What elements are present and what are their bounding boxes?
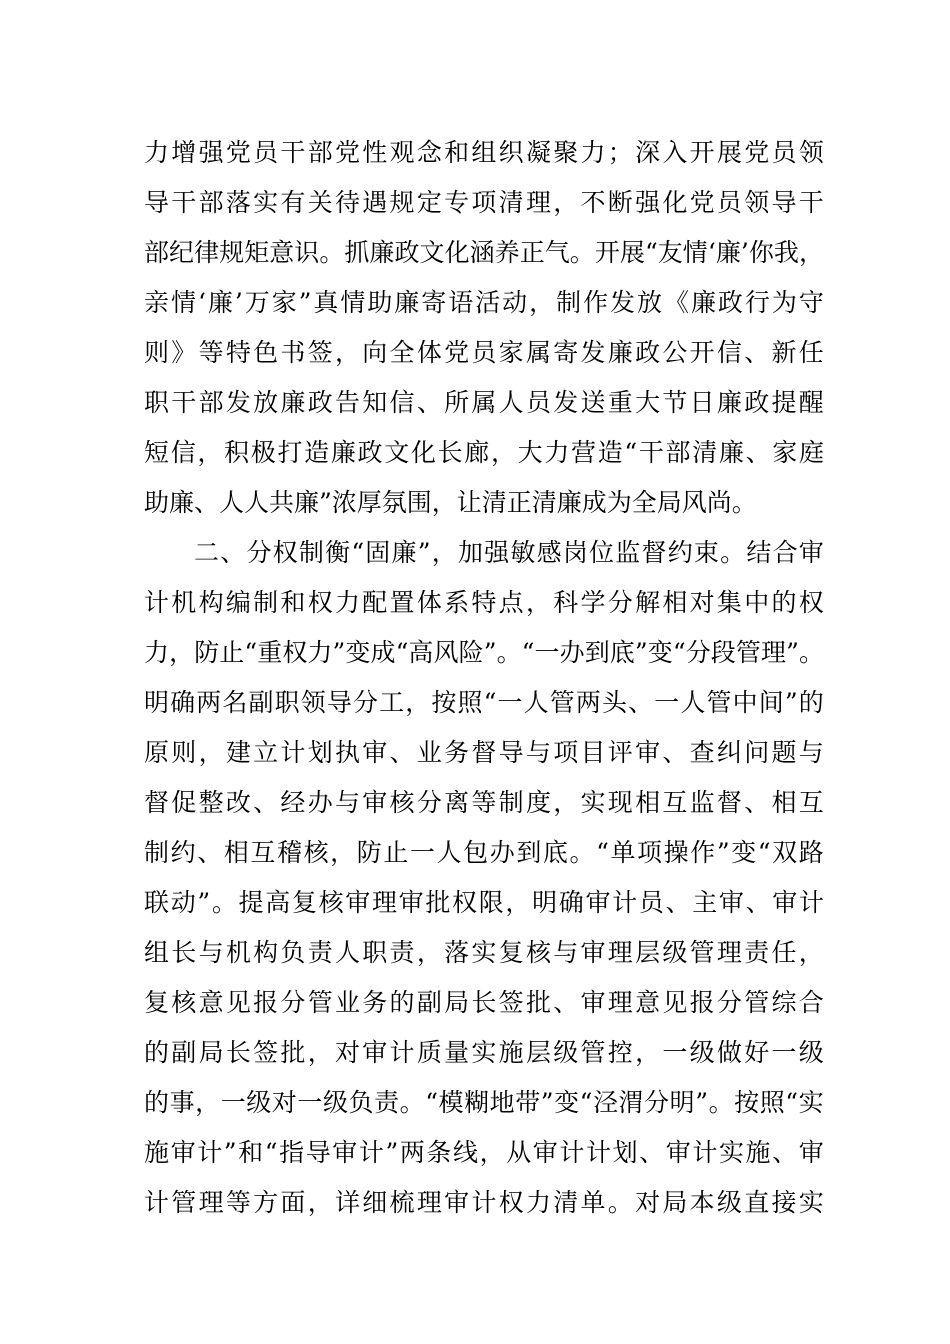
paragraph-last-line: 助廉、人人共廉”浓厚氛围，让清正清廉成为全局风尚。 — [144, 488, 757, 517]
text-line: 的 事 ， 一 级 对 一 级 负 责 。 “ 模 糊 地 带 ” 变 “ 泾 渭 分 明 ” 。 按 照 “ 实 — [144, 1088, 824, 1117]
text-line: 计 管 理 等 方 面 ， 详 细 梳 理 审 计 权 力 清 单 。 对 局 本 级 直 接 实 — [144, 1188, 824, 1217]
document-body — [144, 128, 824, 1228]
text-line: 的 副 局 长 签 批 ， 对 审 计 质 量 实 施 层 级 管 控 ， 一 级 做 好 一 级 — [144, 1038, 824, 1067]
text-line: 部 纪 律 规 矩 意 识 。 抓 廉 政 文 化 涵 养 正 气 。 开 展 “ 友 情 ‘ 廉 ’ 你 我 ， — [144, 238, 824, 267]
text-line: 组 长 与 机 构 负 责 人 职 责 ， 落 实 复 核 与 审 理 层 级 管 理 责 任 ， — [144, 938, 824, 967]
text-line: 力 增 强 党 员 干 部 党 性 观 念 和 组 织 凝 聚 力 ； 深 入 开 展 党 员 领 — [144, 138, 824, 167]
text-line: 原 则 ， 建 立 计 划 执 审 、 业 务 督 导 与 项 目 评 审 、 查 纠 问 题 与 — [144, 738, 824, 767]
text-line: 短 信 ， 积 极 打 造 廉 政 文 化 长 廊 ， 大 力 营 造 “ 干 部 清 廉 、 家 庭 — [144, 438, 824, 467]
text-line: 施 审 计 ” 和 “ 指 导 审 计 ” 两 条 线 ， 从 审 计 计 划 、 审 计 实 施 、 审 — [144, 1138, 824, 1167]
text-line: 力 ， 防 止 “ 重 权 力 ” 变 成 “ 高 风 险 ” 。 “ 一 办 到 底 ” 变 “ 分 段 管 理 ” 。 — [144, 638, 824, 667]
text-line: 复 核 意 见 报 分 管 业 务 的 副 局 长 签 批 、 审 理 意 见 报 分 管 综 合 — [144, 988, 824, 1017]
text-line: 导 干 部 落 实 有 关 待 遇 规 定 专 项 清 理 ， 不 断 强 化 党 员 领 导 干 — [144, 188, 824, 217]
text-line: 计 机 构 编 制 和 权 力 配 置 体 系 特 点 ， 科 学 分 解 相 对 集 中 的 权 — [144, 588, 824, 617]
text-line: 明 确 两 名 副 职 领 导 分 工 ， 按 照 “ 一 人 管 两 头 、 一 人 管 中 间 ” 的 — [144, 688, 824, 717]
section-heading-line: 二 、 分 权 制 衡 “ 固 廉 ” ， 加 强 敏 感 岗 位 监 督 约 束 。 结 合 审 — [194, 538, 824, 567]
text-line: 亲 情 ‘ 廉 ’ 万 家 ” 真 情 助 廉 寄 语 活 动 ， 制 作 发 放 《 廉 政 行 为 守 — [144, 288, 824, 317]
text-line: 督 促 整 改 、 经 办 与 审 核 分 离 等 制 度 ， 实 现 相 互 监 督 、 相 互 — [144, 788, 824, 817]
text-line: 则 》 等 特 色 书 签 ， 向 全 体 党 员 家 属 寄 发 廉 政 公 开 信 、 新 任 — [144, 338, 824, 367]
text-line: 职 干 部 发 放 廉 政 告 知 信 、 所 属 人 员 发 送 重 大 节 日 廉 政 提 醒 — [144, 388, 824, 417]
text-line: 联 动 ” 。 提 高 复 核 审 理 审 批 权 限 ， 明 确 审 计 员 、 主 审 、 审 计 — [144, 888, 824, 917]
text-line: 制 约 、 相 互 稽 核 ， 防 止 一 人 包 办 到 底 。 “ 单 项 操 作 ” 变 “ 双 路 — [144, 838, 824, 867]
